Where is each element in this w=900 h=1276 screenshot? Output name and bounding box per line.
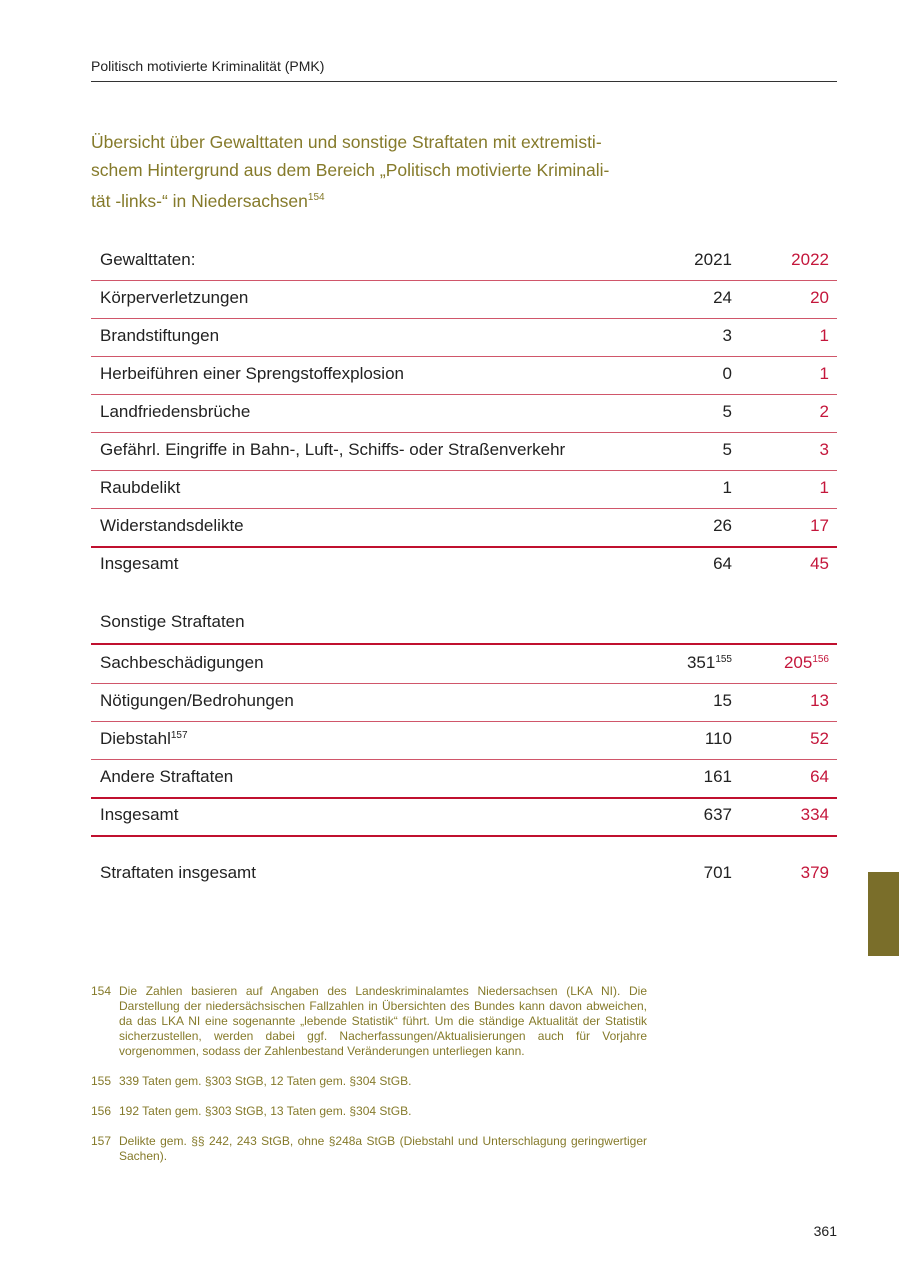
value-2022-text: 379 (800, 863, 829, 882)
subsection-heading-row (91, 604, 837, 645)
table-row (91, 759, 837, 799)
row-label-text: Andere Straftaten (100, 767, 234, 786)
title-line: Übersicht über Gewalttaten und sonstige Straftaten mit extremisti- (91, 132, 602, 152)
header-rule (91, 81, 837, 82)
footnote (91, 984, 647, 1059)
value-2022 (784, 653, 829, 673)
value-2022 (801, 863, 829, 883)
value-2021 (713, 516, 732, 536)
value-2021 (723, 326, 732, 346)
value-2022 (810, 288, 829, 308)
value-2022-text: 45 (810, 554, 829, 573)
table-row (91, 508, 837, 548)
row-label-text: Nötigungen/Bedrohungen (100, 691, 294, 710)
row-label-text: Gewalttaten: (100, 250, 196, 269)
year-2022-header (791, 250, 829, 270)
value-2021 (723, 402, 732, 422)
value-2021-text: 3 (722, 326, 732, 345)
value-2022 (801, 805, 829, 825)
row-label (100, 653, 264, 673)
value-2022-text: 1 (819, 326, 829, 345)
row-label (100, 402, 250, 422)
value-2022-text: 17 (810, 516, 829, 535)
value-2021-text: 26 (713, 516, 732, 535)
section-title (91, 128, 609, 215)
value-2021 (713, 554, 732, 574)
table-row (91, 432, 837, 471)
footnote-ref[interactable]: 156 (812, 654, 829, 665)
row-label-text: Körperverletzungen (100, 288, 249, 307)
table-row (91, 318, 837, 357)
row-label (100, 554, 178, 574)
value-2022 (820, 478, 829, 498)
row-label (100, 805, 178, 825)
value-2022 (810, 516, 829, 536)
footnote-text: 192 Taten gem. §303 StGB, 13 Taten gem. §304 StGB. (119, 1104, 412, 1118)
footnote (91, 1104, 647, 1119)
value-2021-text: 64 (713, 554, 732, 573)
table-row (91, 356, 837, 395)
running-header: Politisch motivierte Kriminalität (PMK) (91, 58, 325, 74)
total-row (91, 797, 837, 837)
footnote-number: 154 (91, 984, 112, 998)
row-label (100, 729, 188, 749)
grand-total-row (91, 855, 837, 893)
value-2021-text: 110 (704, 729, 732, 748)
value-2021-text: 5 (722, 402, 732, 421)
title-line: schem Hintergrund aus dem Bereich „Politisch motivierte Kriminali- (91, 160, 610, 180)
table-row (91, 721, 837, 760)
row-label (100, 250, 195, 270)
value-2022-text: 1 (819, 478, 829, 497)
row-label (100, 863, 256, 883)
value-2022-text: 52 (810, 729, 829, 748)
value-2022 (820, 364, 829, 384)
table-row (91, 280, 837, 319)
value-2021 (705, 729, 732, 749)
total-row (91, 546, 837, 584)
table-row (91, 394, 837, 433)
value-2022-text: 64 (810, 767, 829, 786)
value-2021 (723, 478, 732, 498)
value-2021 (704, 767, 732, 787)
table-row (91, 683, 837, 722)
value-2021-text: 24 (713, 288, 732, 307)
value-2022-text: 334 (800, 805, 829, 824)
footnote-number: 155 (91, 1074, 112, 1088)
page-number: 361 (813, 1223, 837, 1239)
value-2021 (704, 805, 732, 825)
year-2022-header-text: 2022 (791, 250, 829, 269)
title-line: tät -links-“ in Niedersachsen (91, 190, 308, 211)
row-label-text: Herbeiführen einer Sprengstoffexplosion (100, 364, 404, 383)
value-2022-text: 20 (810, 288, 829, 307)
value-2021 (704, 863, 732, 883)
value-2022 (820, 440, 829, 460)
row-label (100, 691, 294, 711)
value-2021-text: 5 (722, 440, 732, 459)
value-2022 (810, 729, 829, 749)
table-row (91, 645, 837, 684)
value-2021 (687, 653, 732, 673)
footnote-text: 339 Taten gem. §303 StGB, 12 Taten gem. §304 StGB. (119, 1074, 412, 1088)
row-label-text: Raubdelikt (100, 478, 181, 497)
value-2021-text: 637 (703, 805, 732, 824)
value-2021 (713, 288, 732, 308)
value-2022-text: 1 (819, 364, 829, 383)
subsection-heading: Sonstige Straftaten (100, 612, 245, 631)
row-label (100, 767, 233, 787)
value-2022 (810, 767, 829, 787)
value-2022 (810, 691, 829, 711)
chapter-tab (868, 872, 899, 956)
footnote-ref[interactable]: 154 (307, 192, 325, 203)
row-label-text: Widerstandsdelikte (100, 516, 244, 535)
value-2022-text: 205 (783, 653, 813, 672)
value-2021-text: 15 (713, 691, 732, 710)
row-label-text: Sachbeschädigungen (100, 653, 264, 672)
value-2021-text: 351 (686, 653, 716, 672)
value-2022 (820, 402, 829, 422)
row-label-text: Brandstiftungen (100, 326, 220, 345)
value-2022 (810, 554, 829, 574)
value-2022-text: 13 (810, 691, 829, 710)
row-label-text: Landfriedensbrüche (100, 402, 251, 421)
table-row (91, 470, 837, 509)
footnote-text: Delikte gem. §§ 242, 243 StGB, ohne §248a StGB (Diebstahl und Unterschlagung geringwertiger Sachen). (119, 1134, 647, 1163)
table-header-row (91, 242, 837, 281)
row-label (100, 440, 565, 460)
value-2021 (723, 440, 732, 460)
row-label-text: Insgesamt (100, 554, 179, 573)
footnote-number: 156 (91, 1104, 112, 1118)
value-2021-text: 701 (703, 863, 732, 882)
footnote-number: 157 (91, 1134, 112, 1148)
row-label-text: Diebstahl (100, 729, 171, 748)
year-2021-header (694, 250, 732, 270)
row-label (100, 288, 248, 308)
value-2021-text: 1 (722, 478, 732, 497)
value-2022 (820, 326, 829, 346)
row-label (100, 478, 180, 498)
footnote (91, 1134, 647, 1164)
footnote (91, 1074, 647, 1089)
footnotes (91, 984, 647, 1179)
value-2021-text: 0 (722, 364, 732, 383)
value-2021 (713, 691, 732, 711)
row-label-text: Straftaten insgesamt (100, 863, 256, 882)
value-2021-text: 161 (703, 767, 732, 786)
footnote-ref[interactable]: 155 (715, 654, 732, 665)
value-2022-text: 2 (819, 402, 829, 421)
row-label (100, 326, 219, 346)
year-2021-header-text: 2021 (694, 250, 732, 269)
footnote-text: Die Zahlen basieren auf Angaben des Landeskriminalamtes Niedersachsen (LKA NI). Die Darstellung der niedersächsischen Fallzahlen in Übersichten des Bundes kann davon abweichen, da das LKA NI eine sogenannte „lebende Statistik“ führt. Um die ständige Aktualität der Statistik sicherzustellen, werden dabei ggf. Nacherfassungen/Aktualisierungen auch für Vorjahre vorgenommen, sodass der Zahlenbestand Veränderungen unterliegen kann. (119, 984, 647, 1058)
value-2021 (723, 364, 732, 384)
footnote-ref[interactable]: 157 (170, 730, 188, 741)
row-label (100, 516, 244, 536)
row-label-text: Insgesamt (100, 805, 179, 824)
value-2022-text: 3 (819, 440, 829, 459)
row-label-text: Gefährl. Eingriffe in Bahn-, Luft-, Schiffs- oder Straßenverkehr (100, 440, 566, 459)
row-label (100, 364, 404, 384)
